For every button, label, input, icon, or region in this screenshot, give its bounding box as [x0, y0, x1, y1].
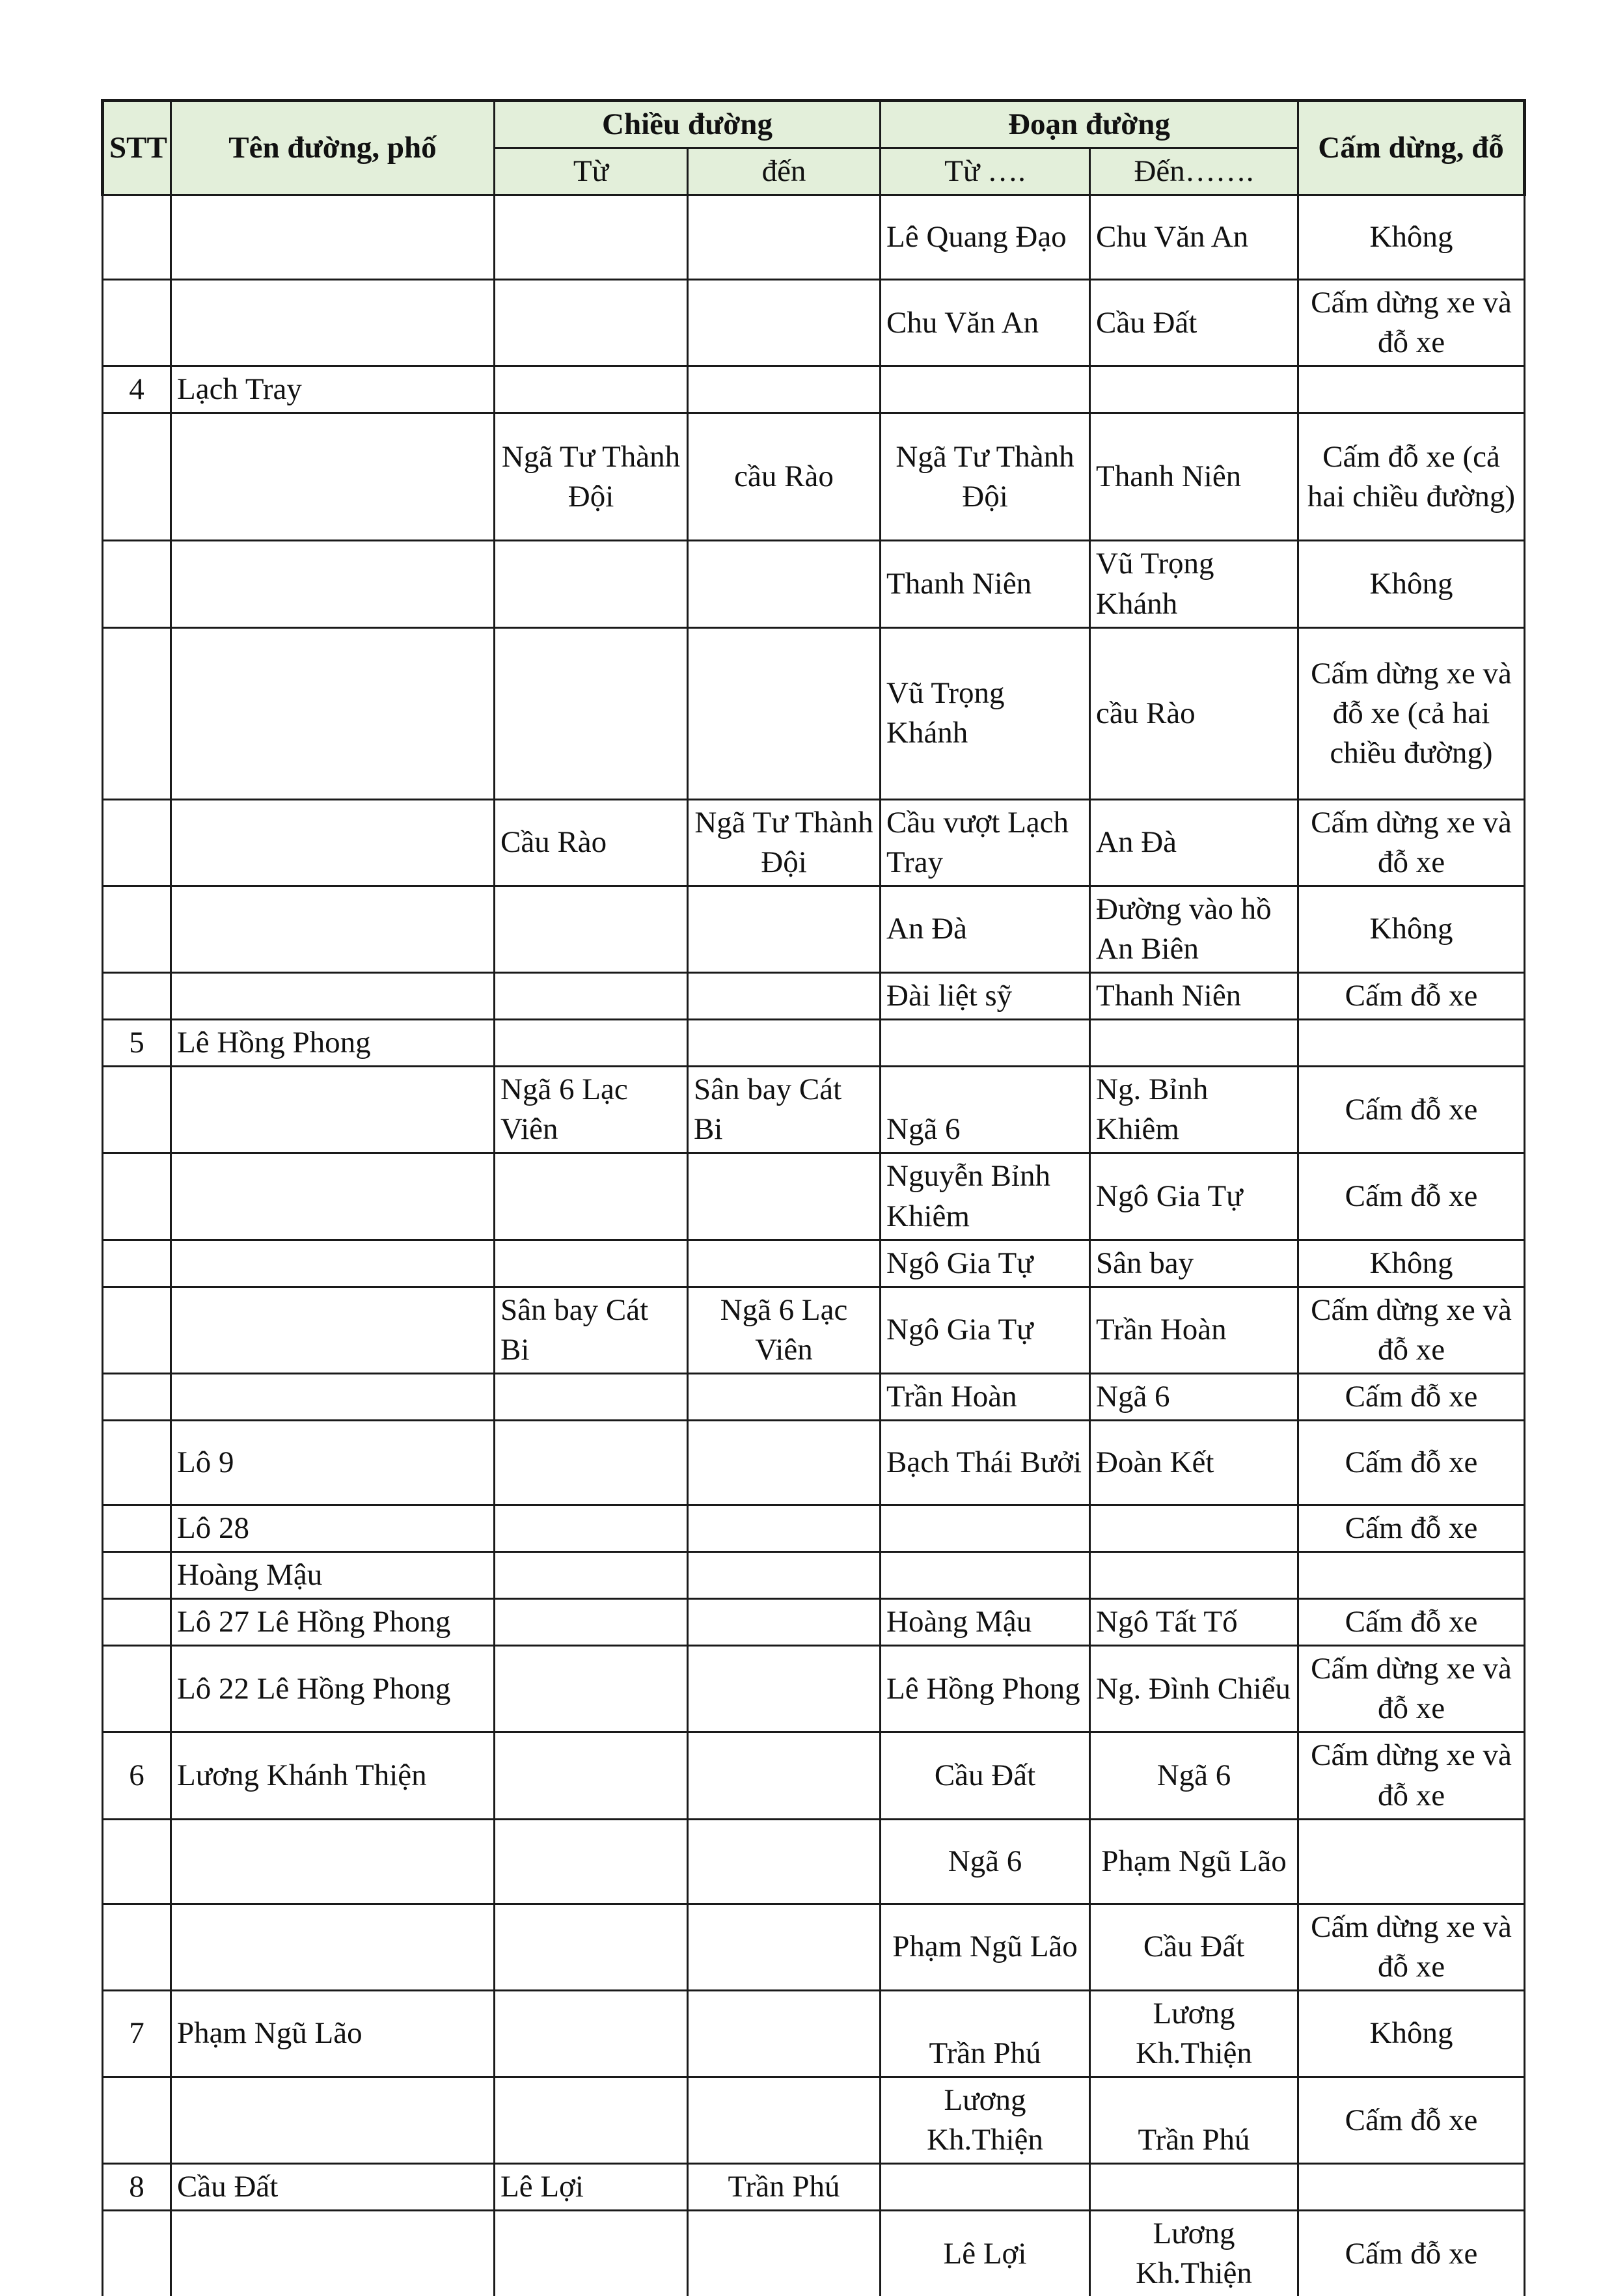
cell-street — [171, 280, 495, 366]
header-stt: STT — [103, 101, 171, 195]
table-row — [103, 280, 1525, 366]
cell-direction-to — [688, 1646, 881, 1732]
cell-segment-to: cầu Rào — [1090, 627, 1298, 799]
cell-restriction: Cấm đỗ xe — [1298, 1373, 1525, 1420]
cell-restriction: Không — [1298, 195, 1525, 280]
cell-segment-from: Lê Quang Đạo — [881, 195, 1090, 280]
cell-street — [171, 2077, 495, 2164]
header-segment-to: Đến……. — [1090, 148, 1298, 195]
table-row — [103, 1373, 1525, 1420]
cell-stt — [103, 1552, 171, 1599]
cell-direction-from — [495, 1646, 688, 1732]
cell-segment-to: Trần Hoàn — [1090, 1287, 1298, 1373]
cell-stt: 5 — [103, 1020, 171, 1067]
cell-segment-from: Bạch Thái Bưởi — [881, 1420, 1090, 1505]
cell-segment-from: An Đà — [881, 886, 1090, 972]
table-row — [103, 1240, 1525, 1287]
cell-segment-to: Thanh Niên — [1090, 413, 1298, 541]
cell-street: Phạm Ngũ Lão — [171, 1990, 495, 2077]
cell-stt — [103, 1287, 171, 1373]
cell-restriction — [1298, 2164, 1525, 2211]
cell-stt — [103, 1646, 171, 1732]
cell-direction-from — [495, 2211, 688, 2296]
cell-direction-from — [495, 1819, 688, 1904]
cell-direction-from — [495, 627, 688, 799]
cell-segment-to: Chu Văn An — [1090, 195, 1298, 280]
cell-segment-from: Cầu Đất — [881, 1732, 1090, 1819]
cell-segment-from: Đài liệt sỹ — [881, 973, 1090, 1020]
cell-street — [171, 1373, 495, 1420]
cell-segment-from: Hoàng Mậu — [881, 1599, 1090, 1646]
table-row — [103, 195, 1525, 280]
cell-street — [171, 799, 495, 886]
cell-segment-to: Ng. Bỉnh Khiêm — [1090, 1067, 1298, 1153]
cell-segment-from: Trần Hoàn — [881, 1373, 1090, 1420]
cell-stt — [103, 2077, 171, 2164]
cell-segment-from — [881, 366, 1090, 413]
cell-direction-to: Sân bay Cát Bi — [688, 1067, 881, 1153]
cell-street: Lô 27 Lê Hồng Phong — [171, 1599, 495, 1646]
cell-restriction: Cấm đỗ xe — [1298, 973, 1525, 1020]
table-header — [103, 101, 1525, 195]
cell-segment-to: Đoàn Kết — [1090, 1420, 1298, 1505]
cell-street: Cầu Đất — [171, 2164, 495, 2211]
cell-street: Lô 28 — [171, 1505, 495, 1551]
cell-segment-to — [1090, 366, 1298, 413]
cell-direction-to — [688, 1505, 881, 1551]
table-body — [103, 195, 1525, 2296]
table-row — [103, 1732, 1525, 1819]
cell-segment-from: Lê Lợi — [881, 2211, 1090, 2296]
cell-direction-to — [688, 1599, 881, 1646]
cell-segment-to — [1090, 1020, 1298, 1067]
cell-segment-from — [881, 1020, 1090, 1067]
cell-street: Hoàng Mậu — [171, 1552, 495, 1599]
table-row — [103, 799, 1525, 886]
cell-restriction: Cấm đỗ xe — [1298, 1505, 1525, 1551]
cell-segment-to: Ngô Gia Tự — [1090, 1153, 1298, 1240]
table-row — [103, 1599, 1525, 1646]
cell-street — [171, 195, 495, 280]
cell-segment-from — [881, 2164, 1090, 2211]
cell-direction-to — [688, 1904, 881, 1990]
cell-street: Lô 9 — [171, 1420, 495, 1505]
cell-street — [171, 1904, 495, 1990]
cell-stt — [103, 1420, 171, 1505]
cell-restriction: Cấm đỗ xe — [1298, 2211, 1525, 2296]
cell-direction-from — [495, 1552, 688, 1599]
cell-segment-to — [1090, 1505, 1298, 1551]
table-row — [103, 541, 1525, 627]
cell-stt — [103, 1067, 171, 1153]
cell-segment-from: Nguyễn Bỉnh Khiêm — [881, 1153, 1090, 1240]
table-row — [103, 1552, 1525, 1599]
table-row — [103, 1904, 1525, 1990]
cell-restriction: Cấm dừng xe và đỗ xe — [1298, 799, 1525, 886]
cell-stt — [103, 1373, 171, 1420]
cell-direction-to — [688, 1153, 881, 1240]
cell-segment-to: Trần Phú — [1090, 2077, 1298, 2164]
cell-direction-to — [688, 973, 881, 1020]
cell-street — [171, 1819, 495, 1904]
table-row — [103, 1646, 1525, 1732]
cell-segment-from: Trần Phú — [881, 1990, 1090, 2077]
cell-segment-to: An Đà — [1090, 799, 1298, 886]
table-row — [103, 366, 1525, 413]
cell-restriction — [1298, 1020, 1525, 1067]
cell-direction-from: Ngã Tư Thành Đội — [495, 413, 688, 541]
cell-street — [171, 413, 495, 541]
cell-direction-to — [688, 627, 881, 799]
header-segment-from: Từ …. — [881, 148, 1090, 195]
cell-stt — [103, 1819, 171, 1904]
cell-street — [171, 1067, 495, 1153]
cell-segment-from: Ngã Tư Thành Đội — [881, 413, 1090, 541]
cell-direction-from — [495, 541, 688, 627]
cell-segment-from — [881, 1505, 1090, 1551]
cell-direction-from — [495, 1020, 688, 1067]
cell-direction-to — [688, 886, 881, 972]
cell-stt — [103, 2211, 171, 2296]
cell-direction-to: cầu Rào — [688, 413, 881, 541]
cell-restriction — [1298, 1819, 1525, 1904]
cell-stt: 8 — [103, 2164, 171, 2211]
cell-street: Lạch Tray — [171, 366, 495, 413]
cell-segment-to: Cầu Đất — [1090, 1904, 1298, 1990]
cell-stt — [103, 280, 171, 366]
table-row — [103, 973, 1525, 1020]
cell-segment-from: Lương Kh.Thiện — [881, 2077, 1090, 2164]
cell-segment-from: Vũ Trọng Khánh — [881, 627, 1090, 799]
header-direction-to: đến — [688, 148, 881, 195]
cell-segment-to: Ngã 6 — [1090, 1732, 1298, 1819]
cell-segment-to: Vũ Trọng Khánh — [1090, 541, 1298, 627]
cell-segment-to: Ng. Đình Chiểu — [1090, 1646, 1298, 1732]
table-row — [103, 1420, 1525, 1505]
cell-direction-from — [495, 1599, 688, 1646]
cell-direction-from — [495, 1990, 688, 2077]
cell-stt: 7 — [103, 1990, 171, 2077]
cell-restriction: Không — [1298, 1990, 1525, 2077]
cell-segment-from: Phạm Ngũ Lão — [881, 1904, 1090, 1990]
cell-segment-to: Thanh Niên — [1090, 973, 1298, 1020]
cell-stt — [103, 1505, 171, 1551]
header-restriction: Cấm dừng, đỗ — [1298, 101, 1525, 195]
cell-segment-from: Ngô Gia Tự — [881, 1287, 1090, 1373]
cell-restriction: Cấm đỗ xe — [1298, 1153, 1525, 1240]
cell-street — [171, 541, 495, 627]
cell-stt — [103, 627, 171, 799]
cell-stt — [103, 195, 171, 280]
cell-direction-to — [688, 1240, 881, 1287]
table-row — [103, 886, 1525, 972]
table-row — [103, 1020, 1525, 1067]
cell-segment-from: Chu Văn An — [881, 280, 1090, 366]
cell-segment-from — [881, 1552, 1090, 1599]
table-row — [103, 1819, 1525, 1904]
cell-street — [171, 1153, 495, 1240]
cell-restriction — [1298, 366, 1525, 413]
table-row — [103, 2164, 1525, 2211]
header-street: Tên đường, phố — [171, 101, 495, 195]
table-row — [103, 1067, 1525, 1153]
cell-direction-from — [495, 1904, 688, 1990]
table-row — [103, 1287, 1525, 1373]
cell-restriction: Cấm đỗ xe — [1298, 1599, 1525, 1646]
cell-stt — [103, 1153, 171, 1240]
cell-direction-to — [688, 195, 881, 280]
cell-street — [171, 627, 495, 799]
cell-segment-from: Ngô Gia Tự — [881, 1240, 1090, 1287]
cell-direction-from: Cầu Rào — [495, 799, 688, 886]
cell-direction-to — [688, 1373, 881, 1420]
cell-direction-from: Sân bay Cát Bi — [495, 1287, 688, 1373]
cell-street: Lê Hồng Phong — [171, 1020, 495, 1067]
table-row — [103, 2211, 1525, 2296]
cell-segment-from: Cầu vượt Lạch Tray — [881, 799, 1090, 886]
cell-segment-to: Ngã 6 — [1090, 1373, 1298, 1420]
cell-segment-to: Phạm Ngũ Lão — [1090, 1819, 1298, 1904]
cell-street — [171, 973, 495, 1020]
parking-restriction-table — [101, 99, 1526, 2296]
cell-direction-from — [495, 973, 688, 1020]
cell-direction-from — [495, 1420, 688, 1505]
cell-direction-from — [495, 1732, 688, 1819]
cell-stt — [103, 541, 171, 627]
cell-restriction: Không — [1298, 886, 1525, 972]
cell-segment-from: Thanh Niên — [881, 541, 1090, 627]
cell-restriction: Cấm đỗ xe — [1298, 2077, 1525, 2164]
cell-direction-from — [495, 1153, 688, 1240]
cell-segment-to: Cầu Đất — [1090, 280, 1298, 366]
header-segment: Đoạn đường — [881, 101, 1298, 148]
cell-stt — [103, 1240, 171, 1287]
cell-segment-to: Ngô Tất Tố — [1090, 1599, 1298, 1646]
cell-restriction: Cấm đỗ xe — [1298, 1067, 1525, 1153]
cell-stt: 4 — [103, 366, 171, 413]
cell-direction-from — [495, 1505, 688, 1551]
cell-restriction: Cấm dừng xe và đỗ xe — [1298, 1287, 1525, 1373]
cell-direction-to: Ngã 6 Lạc Viên — [688, 1287, 881, 1373]
cell-direction-to — [688, 1420, 881, 1505]
cell-direction-from — [495, 1240, 688, 1287]
cell-restriction: Không — [1298, 541, 1525, 627]
cell-stt — [103, 886, 171, 972]
cell-street — [171, 886, 495, 972]
table-row — [103, 2077, 1525, 2164]
cell-stt — [103, 1904, 171, 1990]
cell-direction-from — [495, 1373, 688, 1420]
cell-street — [171, 2211, 495, 2296]
cell-direction-to — [688, 1819, 881, 1904]
cell-segment-to: Lương Kh.Thiện — [1090, 2211, 1298, 2296]
table-row — [103, 1505, 1525, 1551]
cell-direction-to — [688, 1990, 881, 2077]
cell-direction-from — [495, 366, 688, 413]
cell-restriction: Cấm dừng xe và đỗ xe — [1298, 1646, 1525, 1732]
cell-segment-to: Đường vào hồ An Biên — [1090, 886, 1298, 972]
cell-segment-to — [1090, 2164, 1298, 2211]
table-row — [103, 1990, 1525, 2077]
cell-segment-to — [1090, 1552, 1298, 1599]
cell-direction-to — [688, 2077, 881, 2164]
cell-stt — [103, 413, 171, 541]
cell-restriction — [1298, 1552, 1525, 1599]
cell-stt — [103, 973, 171, 1020]
cell-direction-to: Ngã Tư Thành Đội — [688, 799, 881, 886]
cell-direction-from: Ngã 6 Lạc Viên — [495, 1067, 688, 1153]
cell-restriction: Cấm dừng xe và đỗ xe — [1298, 1904, 1525, 1990]
cell-segment-from: Ngã 6 — [881, 1067, 1090, 1153]
cell-restriction: Không — [1298, 1240, 1525, 1287]
cell-street: Lương Khánh Thiện — [171, 1732, 495, 1819]
cell-street — [171, 1287, 495, 1373]
cell-restriction: Cấm đỗ xe — [1298, 1420, 1525, 1505]
cell-stt — [103, 799, 171, 886]
cell-segment-to: Sân bay — [1090, 1240, 1298, 1287]
cell-restriction: Cấm dừng xe và đỗ xe (cả hai chiều đường) — [1298, 627, 1525, 799]
cell-segment-from: Lê Hồng Phong — [881, 1646, 1090, 1732]
cell-direction-to: Trần Phú — [688, 2164, 881, 2211]
cell-direction-to — [688, 1552, 881, 1599]
cell-direction-to — [688, 1020, 881, 1067]
header-direction: Chiều đường — [495, 101, 881, 148]
cell-restriction: Cấm đỗ xe (cả hai chiều đường) — [1298, 413, 1525, 541]
cell-direction-from — [495, 2077, 688, 2164]
cell-restriction: Cấm dừng xe và đỗ xe — [1298, 1732, 1525, 1819]
cell-direction-from — [495, 886, 688, 972]
cell-street — [171, 1240, 495, 1287]
document-page — [101, 99, 1523, 2296]
cell-segment-to: Lương Kh.Thiện — [1090, 1990, 1298, 2077]
cell-direction-to — [688, 541, 881, 627]
header-direction-from: Từ — [495, 148, 688, 195]
cell-direction-from: Lê Lợi — [495, 2164, 688, 2211]
cell-direction-from — [495, 195, 688, 280]
cell-direction-to — [688, 366, 881, 413]
cell-stt: 6 — [103, 1732, 171, 1819]
cell-direction-to — [688, 1732, 881, 1819]
cell-segment-from: Ngã 6 — [881, 1819, 1090, 1904]
cell-direction-to — [688, 280, 881, 366]
table-row — [103, 1153, 1525, 1240]
cell-direction-from — [495, 280, 688, 366]
cell-restriction: Cấm dừng xe và đỗ xe — [1298, 280, 1525, 366]
table-row — [103, 627, 1525, 799]
cell-stt — [103, 1599, 171, 1646]
table-row — [103, 413, 1525, 541]
cell-street: Lô 22 Lê Hồng Phong — [171, 1646, 495, 1732]
cell-direction-to — [688, 2211, 881, 2296]
